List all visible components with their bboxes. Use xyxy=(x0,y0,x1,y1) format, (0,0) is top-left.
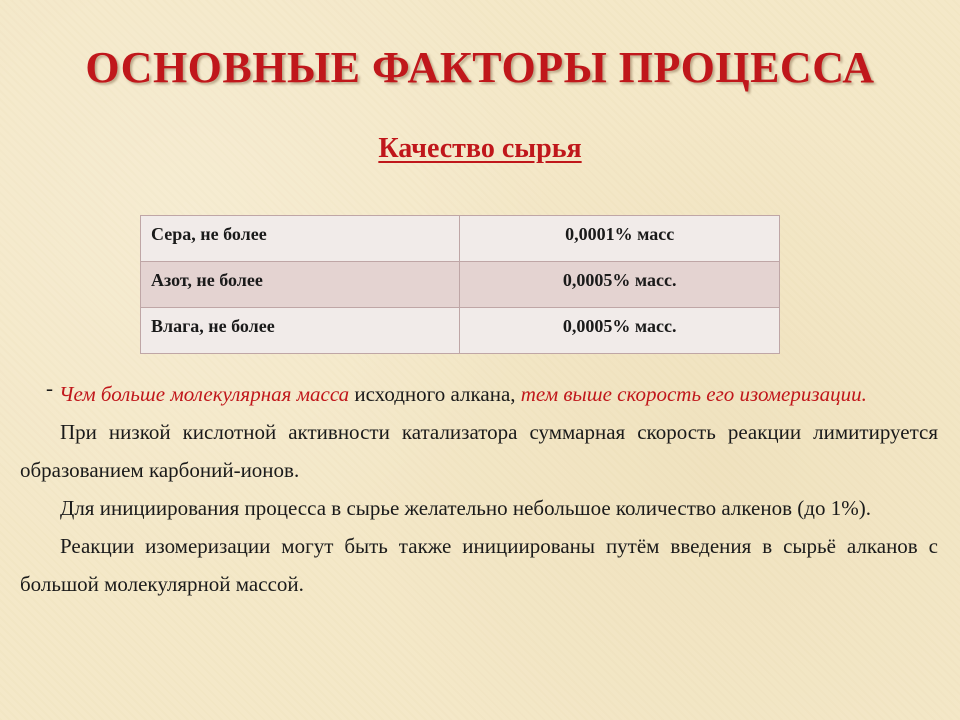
body-text xyxy=(20,375,938,603)
table-row xyxy=(141,262,780,308)
subtitle-text: Качество сырья xyxy=(378,133,582,164)
paragraph-isomerization: Реакции изомеризации могут быть также инициированы путём введения в сырьё алканов с большой молекулярной массой. xyxy=(20,534,938,596)
quality-table xyxy=(140,215,780,354)
table-cell-name: Влага, не более xyxy=(141,308,460,354)
plain-text: исходного алкана, xyxy=(349,382,521,406)
table-cell-value: 0,0005% масс. xyxy=(460,308,780,354)
slide-subtitle xyxy=(0,133,960,165)
highlight-text: Чем больше молекулярная масса xyxy=(59,382,350,406)
table-row xyxy=(141,216,780,262)
paragraph-acidity: При низкой кислотной активности катализатора суммарная скорость реакции лимитируется образованием карбоний-ионов. xyxy=(20,420,938,482)
table-cell-name: Сера, не более xyxy=(141,216,460,262)
slide-title: ОСНОВНЫЕ ФАКТОРЫ ПРОЦЕССА xyxy=(85,43,875,92)
paragraph-molecular-mass xyxy=(20,375,938,413)
table-cell-value: 0,0005% масс. xyxy=(460,262,780,308)
table-cell-name: Азот, не более xyxy=(141,262,460,308)
highlight-text: тем выше скорость его изомеризации. xyxy=(520,382,867,406)
dash-bullet: - xyxy=(46,376,53,400)
table-cell-value: 0,0001% масс xyxy=(460,216,780,262)
table-row xyxy=(141,308,780,354)
paragraph-initiation: Для инициирования процесса в сырье желательно небольшое количество алкенов (до 1%). xyxy=(60,496,871,520)
